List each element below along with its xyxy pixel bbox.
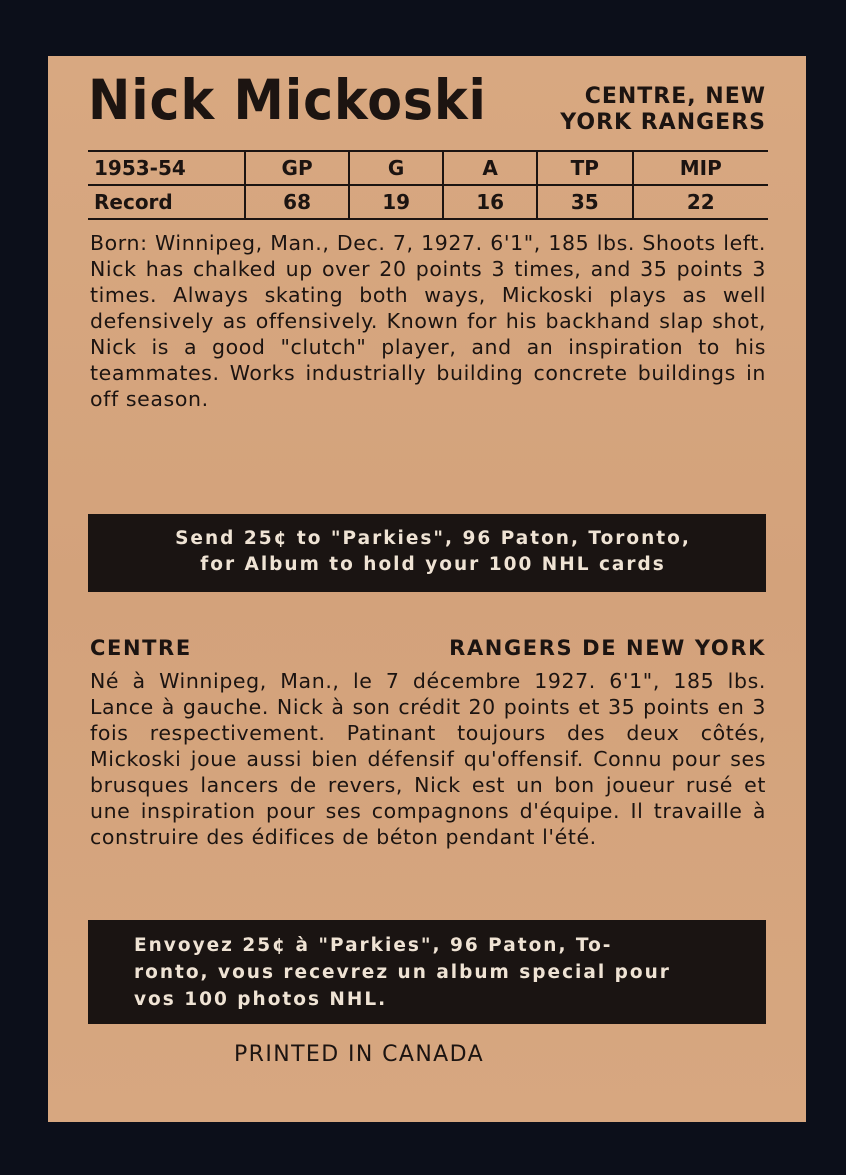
french-position: CENTRE	[90, 636, 192, 660]
stats-value-tp: 35	[537, 185, 632, 219]
stats-value-gp: 68	[245, 185, 349, 219]
stats-value-a: 16	[443, 185, 537, 219]
offer-fr-line-3: vos 100 photos NHL.	[134, 989, 388, 1010]
stats-header-gp: GP	[245, 151, 349, 185]
position-line-2: YORK RANGERS	[560, 110, 766, 135]
stats-header-mip: MIP	[633, 151, 768, 185]
trading-card-back	[48, 56, 806, 1122]
stats-row-label: Record	[88, 185, 245, 219]
position-line-1: CENTRE, NEW	[584, 84, 766, 109]
french-team: RANGERS DE NEW YORK	[449, 636, 766, 660]
stats-value-mip: 22	[633, 185, 768, 219]
stats-header-tp: TP	[537, 151, 632, 185]
player-name: Nick Mickoski	[88, 68, 487, 132]
stats-value-g: 19	[349, 185, 443, 219]
offer-en-line-2: for Album to hold your 100 NHL cards	[200, 554, 666, 575]
stats-record-row	[88, 185, 768, 219]
offer-fr-line-1: Envoyez 25¢ à "Parkies", 96 Paton, To-	[134, 935, 613, 956]
player-position-team	[506, 84, 766, 136]
album-offer-french	[88, 920, 766, 1024]
offer-fr-line-2: ronto, vous recevrez un album special pour	[134, 962, 671, 983]
stats-table	[88, 150, 768, 220]
stats-season: 1953-54	[88, 151, 245, 185]
printed-in-label: PRINTED IN CANADA	[234, 1042, 485, 1067]
stats-header-g: G	[349, 151, 443, 185]
bio-english: Born: Winnipeg, Man., Dec. 7, 1927. 6'1", 185 lbs. Shoots left. Nick has chalked up over 20 points 3 times, and 35 points 3 times. Always skating both ways, Mickoski plays as well defensively as offensively. Known for his backhand slap shot, Nick is a good "clutch" player, and an inspiration to his teammates. Works industrially building concrete buildings in off season.	[90, 231, 766, 411]
french-heading	[90, 636, 766, 660]
bio-french: Né à Winnipeg, Man., le 7 décembre 1927. 6'1", 185 lbs. Lance à gauche. Nick à son crédit 20 points et 35 points en 3 fois respectivement. Patinant toujours des deux côtés, Mickoski joue aussi bien défensif qu'offensif. Connu pour ses brusques lancers de revers, Nick est un bon joueur rusé et une inspiration pour ses compagnons d'équipe. Il travaille à construire des édifices de béton pendant l'été.	[90, 669, 766, 849]
offer-en-line-1: Send 25¢ to "Parkies", 96 Paton, Toronto,	[175, 528, 691, 549]
album-offer-english	[88, 514, 766, 592]
stats-header-a: A	[443, 151, 537, 185]
stats-header-row	[88, 151, 768, 185]
